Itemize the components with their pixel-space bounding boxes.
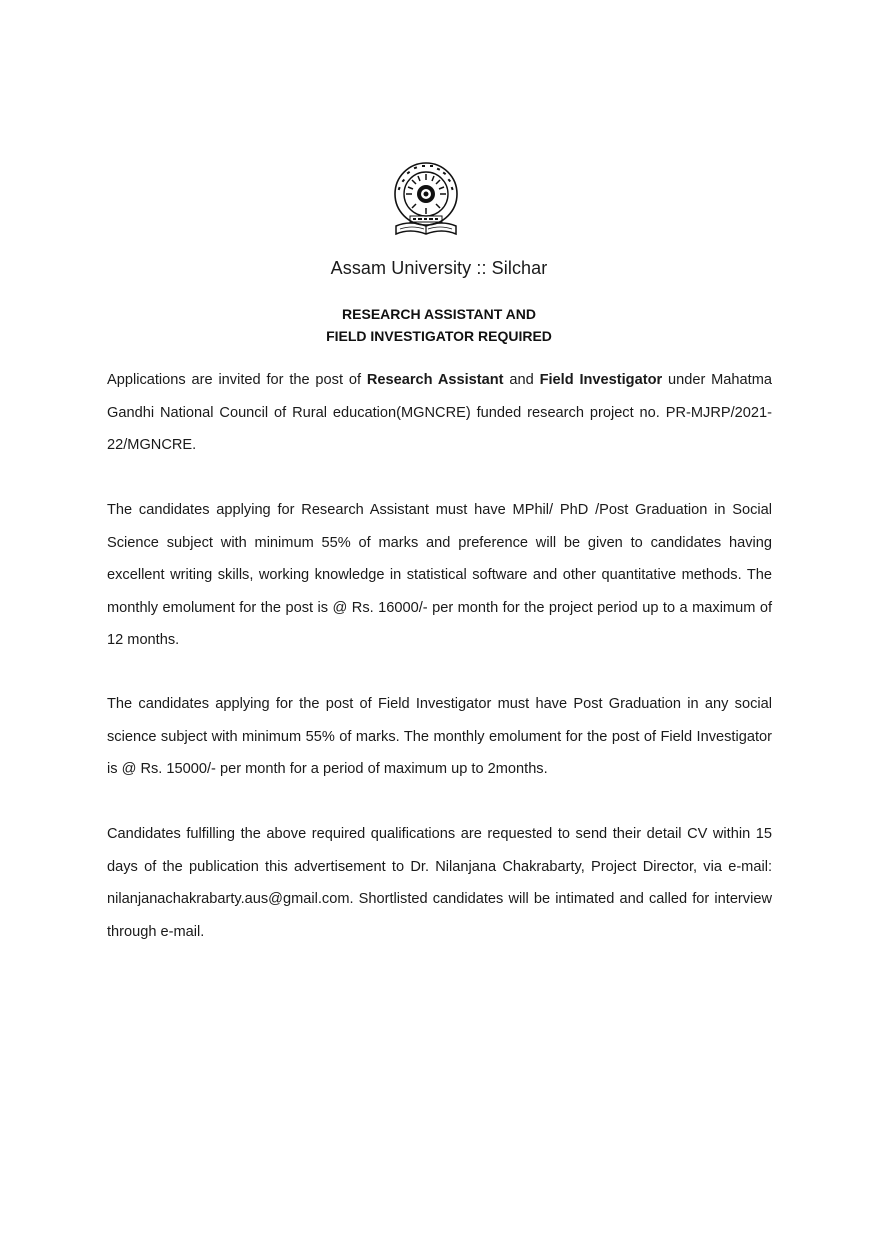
intro-text-1: Applications are invited for the post of (107, 372, 367, 388)
intro-text-2: and (503, 372, 540, 388)
intro-bold-field-investigator: Field Investigator (539, 372, 663, 388)
paragraph-intro (107, 364, 772, 462)
notice-title-line2: FIELD INVESTIGATOR REQUIRED (326, 328, 552, 344)
paragraph-research-assistant: The candidates applying for Research Assistant must have MPhil/ PhD /Post Graduation in Social Science subject with minimum 55% of marks and preference will be given to candidates having excellent writing skills, working knowledge in statistical software and other quantitative methods. The monthly emolument for the post is @ Rs. 16000/- per month for the project period up to a maximum of 12 months. (107, 502, 772, 648)
notice-title-line1: RESEARCH ASSISTANT AND (342, 306, 536, 322)
university-emblem-icon (388, 160, 464, 242)
university-logo (388, 160, 464, 242)
intro-text-3: under Mahatma Gandhi National Council of Rural education(MGNCRE) funded research project no. PR-MJRP/2021-22/MGNCRE. (107, 372, 772, 453)
university-name: Assam University :: Silchar (330, 258, 548, 278)
paragraph-application-instructions: Candidates fulfilling the above required qualifications are requested to send their detail CV within 15 days of the publication this advertisement to Dr. Nilanjana Chakrabarty, Project Director, via e-mail: nilanjanachakrabarty.aus@gmail.com. Shortlisted candidates will be intimated and called for interview through e-mail. (107, 826, 772, 940)
paragraph-field-investigator: The candidates applying for the post of Field Investigator must have Post Graduation in any social science subject with minimum 55% of marks. The monthly emolument for the post of Field Investigator is @ Rs. 15000/- per month for a period of maximum up to 2months. (107, 696, 772, 777)
intro-bold-research-assistant: Research Assistant (366, 372, 504, 388)
